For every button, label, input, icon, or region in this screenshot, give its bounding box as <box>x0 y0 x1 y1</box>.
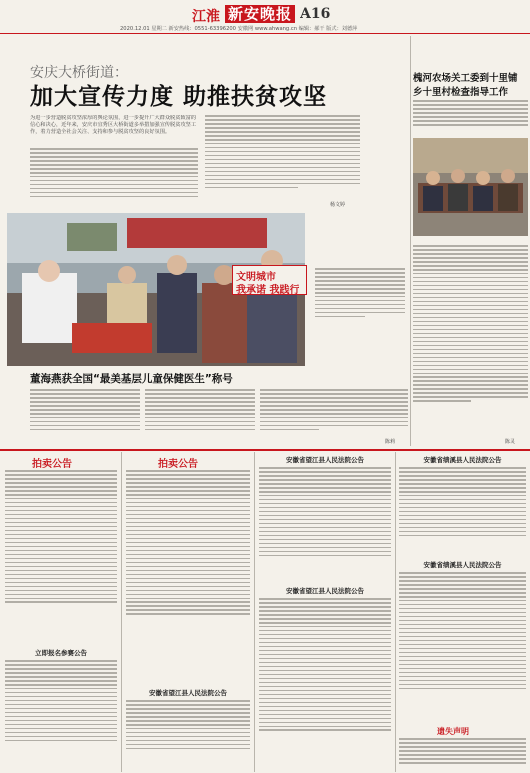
lead-kicker: 安庆大桥街道： <box>30 65 128 81</box>
auction2-title: 拍卖公告 <box>158 459 198 470</box>
right-byline: 陈灵 <box>505 439 516 445</box>
lead-intro: 为进一步营造脱贫攻坚浓厚的舆论氛围，进一步提升广大群众脱贫致富的信心和决心，近年来，安庆市宜秀区大桥街道多举措加强宣传脱贫攻坚工作，着力营造全社会关注、支持和参与脱贫攻坚的良好氛围。 <box>30 115 197 135</box>
right-photo <box>413 138 528 236</box>
masthead-logo: 新安晚报 <box>225 5 295 23</box>
court1-title: 安徽省望江县人民法院公告 <box>149 689 227 697</box>
lead-byline: 杨文婷 <box>330 202 346 208</box>
notice-col-2 <box>123 452 253 772</box>
civic-title-1: 文明城市 <box>236 272 276 283</box>
right-photo-image <box>413 138 528 236</box>
notice-divider-3 <box>395 452 396 772</box>
court5-body <box>399 572 526 722</box>
auction1-body <box>5 470 117 642</box>
child-headline: 董海燕获全国“最美基层儿童保健医生”称号 <box>30 373 233 385</box>
page-number: A16 <box>300 6 331 22</box>
civic-body <box>315 268 405 338</box>
notice-body <box>5 660 117 768</box>
court4-body <box>259 598 391 768</box>
loss-title: 遗失声明 <box>437 726 469 736</box>
notice-col-3 <box>256 452 394 772</box>
court5-title: 安徽省绩溪县人民法院公告 <box>423 561 502 569</box>
civic-box <box>232 265 307 295</box>
notice-title: 立即报名参赛公告 <box>35 649 87 657</box>
court1-body <box>126 700 250 768</box>
right-headline-2: 乡十里村检查指导工作 <box>413 87 509 98</box>
court4-title: 安徽省望江县人民法院公告 <box>286 587 364 595</box>
civic-title-2: 我承诺 我践行 <box>236 285 300 295</box>
column-divider <box>410 36 411 446</box>
court2-body <box>259 467 391 582</box>
lead-headline: 加大宣传力度 助推扶贫攻坚 <box>30 84 328 110</box>
child-body-col3 <box>260 389 408 445</box>
notices-rule <box>0 449 530 451</box>
notice-divider-1 <box>121 452 122 772</box>
court3-title: 安徽省绩溪县人民法院公告 <box>423 456 502 464</box>
date-line: 2020.12.01 星期二 新安热线：0551-63396200 安徽网 www.ahwang.cn 编辑：郝干 版式：刘德萍 <box>120 26 358 32</box>
notice-col-1 <box>2 452 120 772</box>
section-name: 江淮 <box>192 9 220 25</box>
right-body-top <box>413 100 528 130</box>
right-headline-1: 槐河农场关工委到十里铺 <box>413 73 518 84</box>
right-body-main <box>413 245 528 445</box>
page-header <box>0 0 530 34</box>
child-body-col1 <box>30 389 140 445</box>
court2-title: 安徽省望江县人民法院公告 <box>286 456 364 464</box>
auction2-body <box>126 470 250 660</box>
loss-body <box>399 738 526 770</box>
court3-body <box>399 467 526 557</box>
child-byline: 陈莉 <box>385 439 396 445</box>
notice-divider-2 <box>254 452 255 772</box>
lead-body-col1 <box>30 148 198 208</box>
auction1-title: 拍卖公告 <box>32 459 72 470</box>
notice-col-4 <box>397 452 528 772</box>
child-body-col2 <box>145 389 255 445</box>
header-rule <box>0 33 530 34</box>
lead-body-col2 <box>205 115 360 203</box>
